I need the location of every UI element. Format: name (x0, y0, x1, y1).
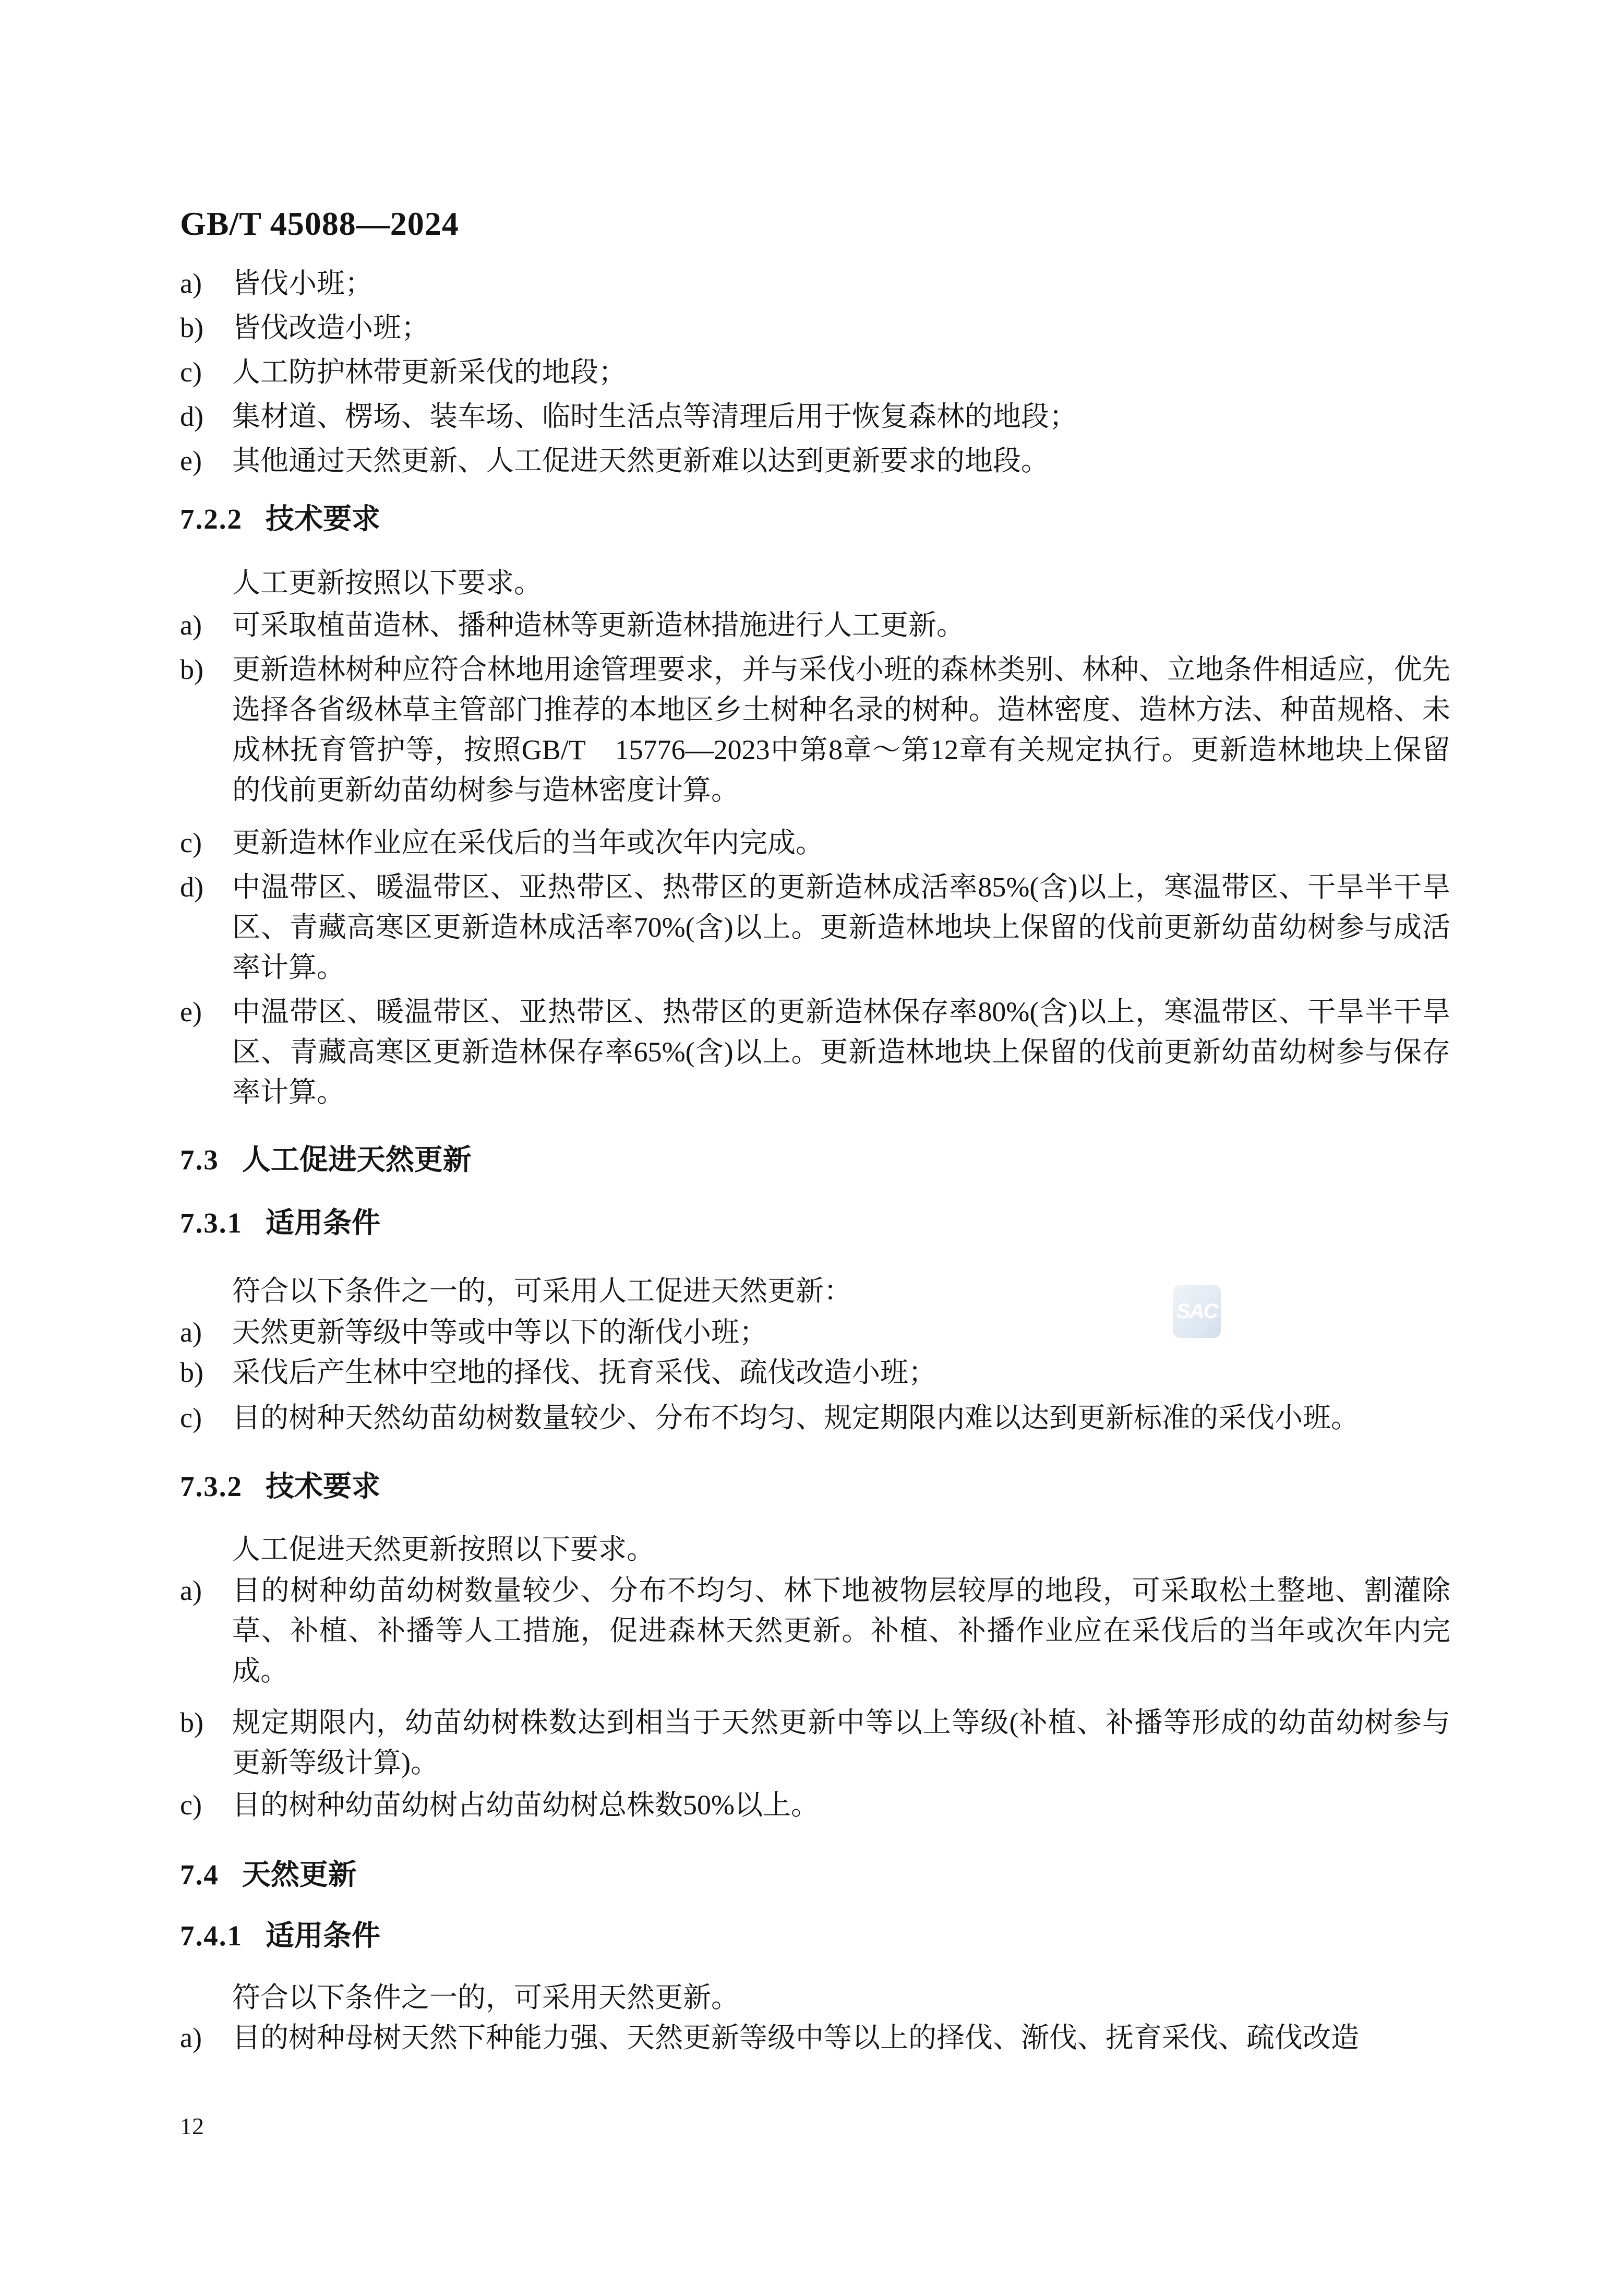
heading-7-2-2 (180, 499, 1450, 539)
item-letter: a) (180, 1317, 202, 1348)
item-text: 其他通过天然更新、人工促进天然更新难以达到更新要求的地段。 (232, 445, 1049, 476)
item-text: 规定期限内，幼苗幼树株数达到相当于天然更新中等以上等级(补植、补播等形成的幼苗幼树参与更新等级计算)。 (232, 1707, 1450, 1778)
item-letter: c) (180, 356, 202, 388)
item-letter: c) (180, 827, 202, 858)
heading-number: 7.2.2 (180, 503, 243, 535)
heading-number: 7.3.1 (180, 1207, 243, 1239)
item-text: 更新造林树种应符合林地用途管理要求，并与采伐小班的森林类别、林种、立地条件相适应，优先选择各省级林草主管部门推荐的本地区乡土树种名录的树种。造林密度、造林方法、种苗规格、未成林抚育管护等，按照GB/T 15776—2023中第8章～第12章有关规定执行。更新造林地块上保留的伐前更新幼苗幼树参与造林密度计算。 (232, 654, 1450, 806)
list-item (180, 1353, 1450, 1393)
intro-paragraph: 人工促进天然更新按照以下要求。 (232, 1534, 655, 1565)
sac-watermark-logo: SAC (1173, 1285, 1221, 1338)
heading-title: 人工促进天然更新 (242, 1143, 472, 1176)
item-letter: b) (180, 312, 203, 343)
item-letter: b) (180, 654, 203, 685)
list-item (180, 1312, 1450, 1353)
item-letter: a) (180, 609, 202, 641)
item-letter: d) (180, 401, 203, 432)
heading-number: 7.4.1 (180, 1920, 243, 1952)
item-text: 目的树种幼苗幼树数量较少、分布不均匀、林下地被物层较厚的地段，可采取松土整地、割灌除草、补植、补播等人工措施，促进森林天然更新。补植、补播作业应在采伐后的当年或次年内完成。 (232, 1575, 1450, 1687)
item-letter: b) (180, 1707, 203, 1738)
heading-title: 技术要求 (266, 1470, 381, 1502)
item-text: 集材道、楞场、装车场、临时生活点等清理后用于恢复森林的地段； (232, 401, 1077, 432)
list-item (180, 441, 1450, 481)
list-item (180, 397, 1450, 437)
item-letter: b) (180, 1357, 203, 1388)
item-text: 皆伐小班； (232, 268, 373, 299)
heading-title: 技术要求 (266, 503, 381, 535)
list-item (180, 1785, 1450, 1825)
item-letter: c) (180, 1789, 202, 1821)
item-letter: c) (180, 1402, 202, 1433)
item-letter: e) (180, 996, 202, 1027)
page-content (180, 264, 1450, 2058)
item-letter: d) (180, 871, 203, 903)
item-text: 中温带区、暖温带区、亚热带区、热带区的更新造林保存率80%(含)以上，寒温带区、干旱半干旱区、青藏高寒区更新造林保存率65%(含)以上。更新造林地块上保留的伐前更新幼苗幼树参与保存率计算。 (232, 996, 1450, 1108)
list-item (180, 1398, 1450, 1438)
item-text: 皆伐改造小班； (232, 312, 429, 343)
list-item (180, 605, 1450, 645)
item-text: 目的树种幼苗幼树占幼苗幼树总株数50%以上。 (232, 1789, 819, 1821)
list-item (180, 264, 1450, 304)
list-item (180, 867, 1450, 988)
heading-7-3 (180, 1140, 1450, 1180)
item-text: 目的树种天然幼苗幼树数量较少、分布不均匀、规定期限内难以达到更新标准的采伐小班。 (232, 1402, 1359, 1433)
heading-title: 适用条件 (266, 1919, 381, 1952)
item-text: 天然更新等级中等或中等以下的渐伐小班； (232, 1317, 767, 1348)
list-item (180, 1703, 1450, 1783)
list-item (180, 823, 1450, 863)
page-number: 12 (180, 2113, 204, 2139)
heading-number: 7.3.2 (180, 1470, 243, 1502)
heading-7-4-1 (180, 1916, 1450, 1956)
item-text: 采伐后产生林中空地的择伐、抚育采伐、疏伐改造小班； (232, 1357, 936, 1388)
item-text: 更新造林作业应在采伐后的当年或次年内完成。 (232, 827, 824, 858)
item-text: 人工防护林带更新采伐的地段； (232, 356, 627, 388)
item-letter: a) (180, 268, 202, 299)
heading-7-4 (180, 1855, 1450, 1895)
heading-title: 适用条件 (266, 1206, 381, 1239)
item-text: 目的树种母树天然下种能力强、天然更新等级中等以上的择伐、渐伐、抚育采伐、疏伐改造 (232, 2022, 1359, 2053)
list-item (180, 308, 1450, 348)
list-item (180, 2018, 1450, 2058)
list-item (180, 650, 1450, 810)
intro-paragraph: 符合以下条件之一的，可采用人工促进天然更新： (232, 1275, 852, 1307)
heading-title: 天然更新 (242, 1858, 357, 1891)
standard-number-header: GB/T 45088—2024 (180, 205, 459, 242)
item-letter: a) (180, 2022, 202, 2053)
heading-7-3-2 (180, 1466, 1450, 1506)
list-item (180, 992, 1450, 1113)
item-text: 可采取植苗造林、播种造林等更新造林措施进行人工更新。 (232, 609, 965, 641)
intro-paragraph: 人工更新按照以下要求。 (232, 567, 542, 599)
item-letter: e) (180, 445, 202, 476)
heading-7-3-1 (180, 1203, 1450, 1243)
list-item (180, 1571, 1450, 1691)
list-item (180, 352, 1450, 392)
intro-paragraph: 符合以下条件之一的，可采用天然更新。 (232, 1982, 739, 2013)
item-letter: a) (180, 1575, 202, 1606)
item-text: 中温带区、暖温带区、亚热带区、热带区的更新造林成活率85%(含)以上，寒温带区、干旱半干旱区、青藏高寒区更新造林成活率70%(含)以上。更新造林地块上保留的伐前更新幼苗幼树参与成活率计算。 (232, 871, 1450, 983)
heading-number: 7.3 (180, 1144, 219, 1176)
heading-number: 7.4 (180, 1859, 219, 1891)
